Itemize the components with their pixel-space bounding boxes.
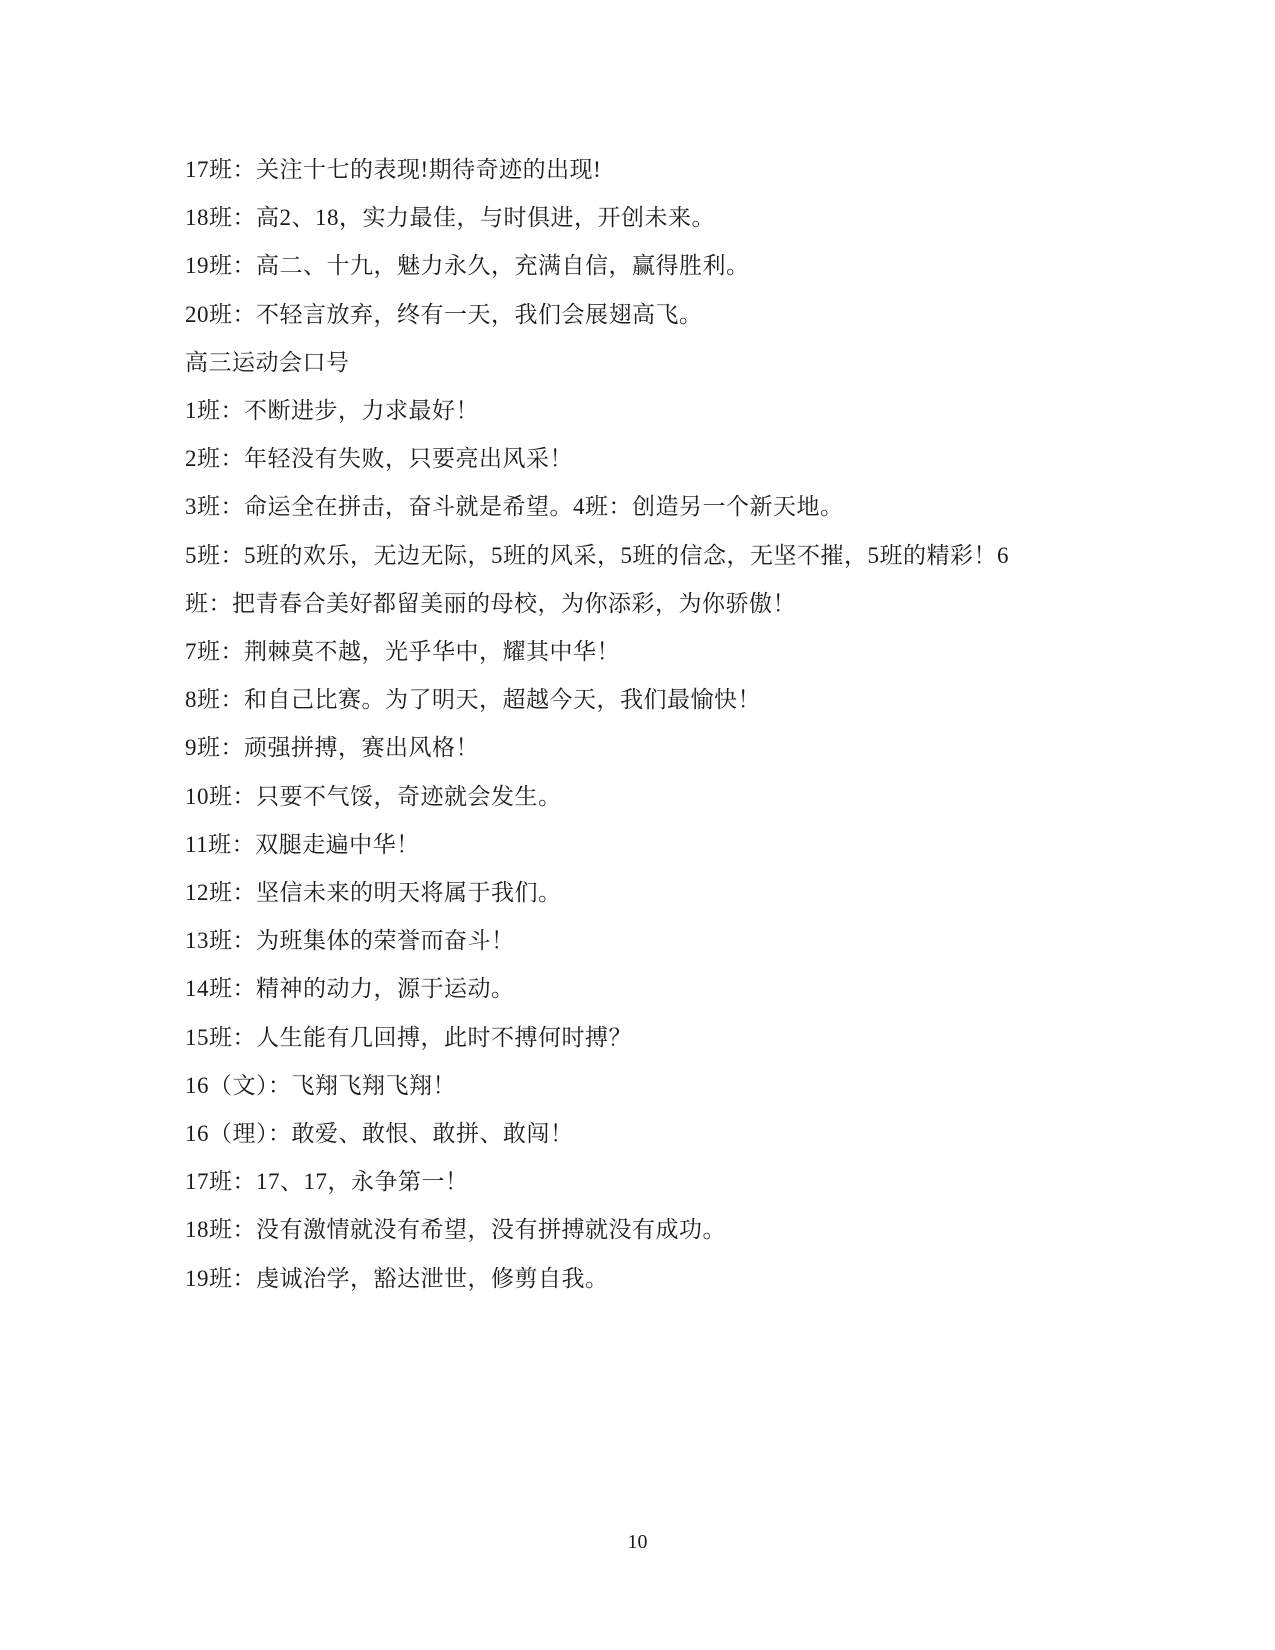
slogan-line: 16（理）：敢爱、敢恨、敢拼、敢闯！	[185, 1121, 574, 1147]
slogan-line: 16（文）：飞翔飞翔飞翔！	[185, 1072, 456, 1098]
page-number: 10	[627, 1531, 648, 1553]
slogan-line-continuation: 班：把青春合美好都留美丽的母校，为你添彩，为你骄傲！	[185, 590, 796, 616]
slogan-line: 19班：虔诚治学，豁达泄世，修剪自我。	[185, 1265, 609, 1291]
slogan-line: 20班：不轻言放弃，终有一天，我们会展翅高飞。	[185, 301, 703, 327]
slogan-line: 13班：为班集体的荣誉而奋斗！	[185, 928, 515, 954]
slogan-line: 9班：顽强拼搏，赛出风格！	[185, 735, 479, 761]
slogan-line: 2班：年轻没有失败，只要亮出风采！	[185, 446, 573, 472]
slogan-line: 11班：双腿走遍中华！	[185, 831, 420, 857]
slogan-line: 18班：没有激情就没有希望，没有拼搏就没有成功。	[185, 1217, 726, 1243]
slogan-line: 18班：高2、18，实力最佳，与时俱进，开创未来。	[185, 205, 715, 231]
slogan-line: 7班：荆棘莫不越，光乎华中，耀其中华！	[185, 639, 620, 665]
slogan-line: 19班：高二、十九，魅力永久，充满自信，赢得胜利。	[185, 253, 750, 279]
slogan-line: 10班：只要不气馁，奇迹就会发生。	[185, 783, 562, 809]
slogan-line: 3班：命运全在拼击，奋斗就是希望。4班：创造另一个新天地。	[185, 494, 844, 520]
slogan-line: 14班：精神的动力，源于运动。	[185, 976, 515, 1002]
slogan-line: 12班：坚信未来的明天将属于我们。	[185, 880, 562, 906]
slogan-line: 8班：和自己比赛。为了明天，超越今天，我们最愉快！	[185, 687, 761, 713]
slogan-line: 17班：关注十七的表现!期待奇迹的出现!	[185, 157, 602, 182]
slogan-line: 17班：17、17，永争第一！	[185, 1169, 469, 1195]
slogan-line: 5班：5班的欢乐，无边无际，5班的风采，5班的信念，无坚不摧，5班的精彩！6	[185, 542, 1009, 568]
slogan-line: 15班：人生能有几回搏，此时不搏何时搏？	[185, 1024, 632, 1050]
document-body	[185, 146, 1095, 1303]
slogan-line: 1班：不断进步，力求最好！	[185, 398, 479, 424]
section-heading: 高三运动会口号	[185, 349, 350, 375]
